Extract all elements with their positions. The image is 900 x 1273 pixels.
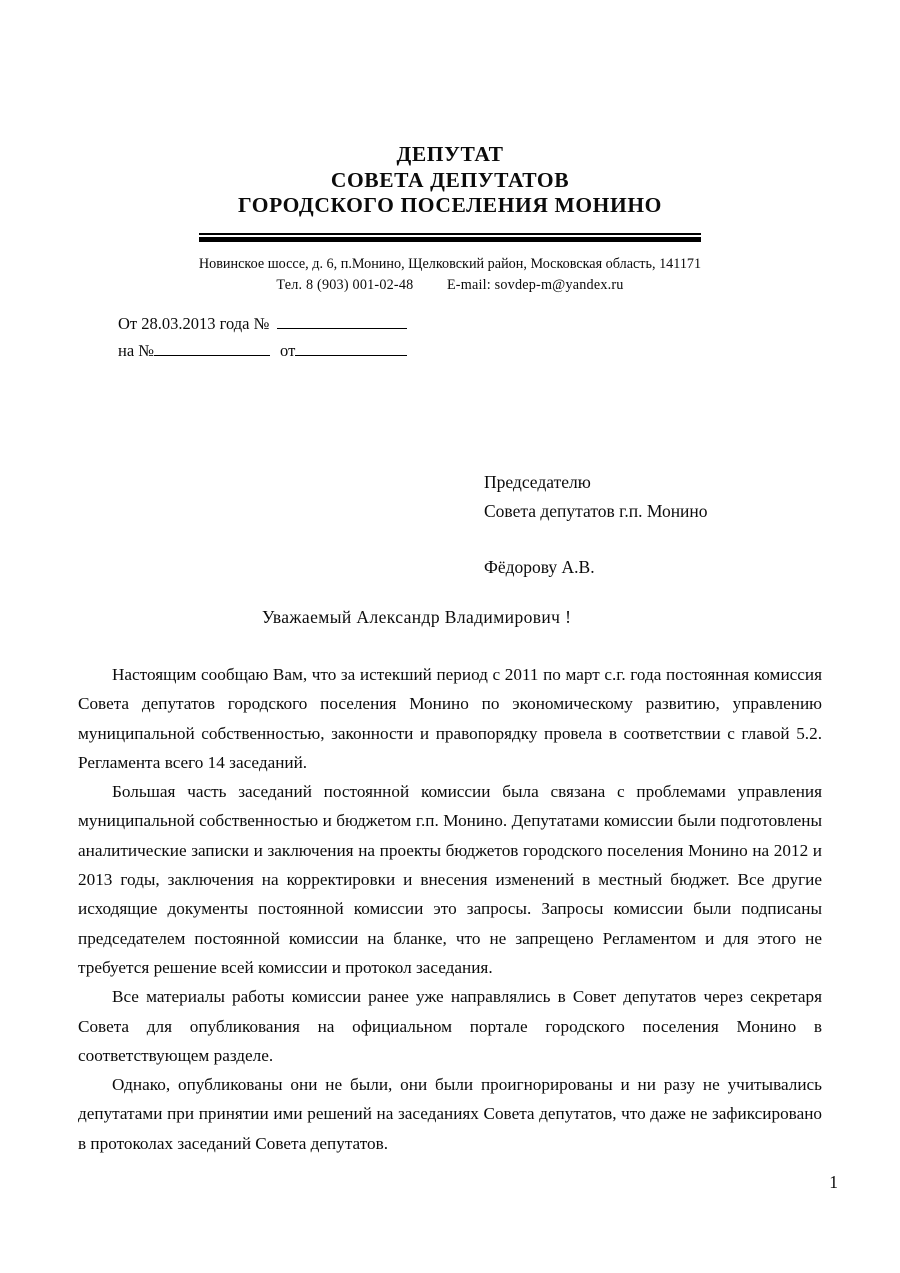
incoming-reference-label: на № bbox=[118, 341, 155, 360]
contact-phone: Тел. 8 (903) 001-02-48 bbox=[276, 277, 414, 293]
letterhead-line-3: ГОРОДСКОГО ПОСЕЛЕНИЯ МОНИНО bbox=[238, 193, 662, 217]
incoming-number-field[interactable] bbox=[154, 339, 270, 356]
incoming-date-label: от bbox=[280, 341, 296, 360]
outgoing-reference-line bbox=[118, 310, 407, 337]
body-paragraph: Настоящим сообщаю Вам, что за истекший период с 2011 по март с.г. года постоянная комиссия Совета депутатов городского поселения Монино по экономическому развитию, управлению муниципальной собственностью, законности и правопорядку провела в соответствии с главой 5.2. Регламента всего 14 заседаний. bbox=[78, 665, 822, 772]
body-paragraph: Однако, опубликованы они не были, они были проигнорированы и ни разу не учитывались депутатами при принятии ими решений на заседаниях Совета депутатов, что даже не зафиксировано в протоколах заседаний Совета депутатов. bbox=[78, 1075, 822, 1153]
incoming-reference-line bbox=[118, 337, 407, 364]
body-paragraph: Все материалы работы комиссии ранее уже направлялись в Совет депутатов через секретаря Совета для опубликования на официальном портале городского поселения Монино в соответствующем разделе. bbox=[78, 987, 822, 1065]
letterhead-line-2: СОВЕТА ДЕПУТАТОВ bbox=[330, 167, 570, 192]
contact-address: Новинское шоссе, д. 6, п.Монино, Щелковский район, Московская область, 141171 bbox=[198, 256, 702, 272]
contact-block bbox=[0, 254, 900, 296]
header-divider bbox=[199, 233, 701, 242]
salutation: Уважаемый Александр Владимирович ! bbox=[262, 607, 572, 627]
incoming-date-field[interactable] bbox=[295, 339, 407, 356]
outgoing-number-field[interactable] bbox=[277, 312, 407, 329]
addressee-name: Фёдорову А.В. bbox=[484, 557, 595, 577]
letterhead bbox=[0, 142, 900, 219]
page-number: 1 bbox=[829, 1172, 838, 1192]
contact-email: E-mail: sovdep-m@yandex.ru bbox=[446, 277, 624, 293]
letter-body bbox=[78, 660, 822, 1158]
letterhead-line-1: ДЕПУТАТ bbox=[396, 142, 504, 166]
outgoing-reference-label: От 28.03.2013 года № bbox=[118, 314, 270, 333]
divider-thick-line bbox=[199, 237, 701, 242]
addressee-organization: Совета депутатов г.п. Монино bbox=[484, 501, 708, 521]
reference-block bbox=[118, 310, 407, 364]
body-paragraph: Большая часть заседаний постоянной комиссии была связана с проблемами управления муниципальной собственностью и бюджетом г.п. Монино. Депутатами комиссии были подготовлены аналитические записки и заключения на проекты бюджетов городского поселения Монино на 2012 и 2013 годы, заключения на корректировки и внесения изменений в местный бюджет. Все другие исходящие документы постоянной комиссии это запросы. Запросы комиссии были подписаны председателем постоянной комиссии на бланке, что не запрещено Регламентом и для этого не требуется решение всей комиссии и протокол заседания. bbox=[78, 782, 822, 977]
addressee-block bbox=[484, 468, 708, 582]
addressee-title: Председателю bbox=[484, 472, 591, 492]
contact-phone-email bbox=[0, 275, 900, 296]
